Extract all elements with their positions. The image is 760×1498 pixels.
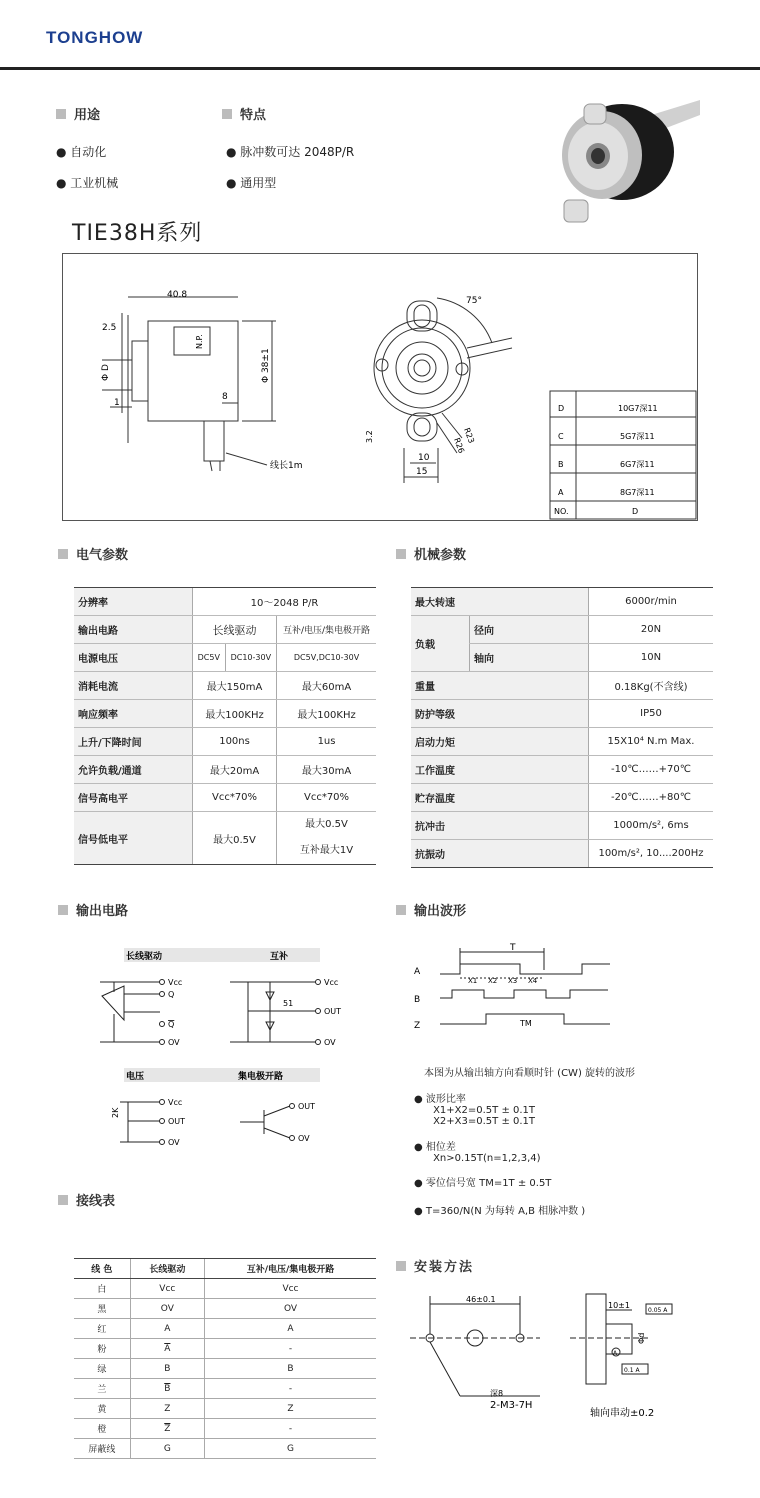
spec-key: A	[558, 488, 564, 497]
np-label: N.P.	[195, 334, 204, 349]
square-icon	[222, 109, 232, 119]
pin-label: OV	[298, 1134, 310, 1143]
table-row: 粉 $\overline{A}$ -	[74, 1339, 376, 1359]
dim-label: 15	[416, 467, 428, 477]
resistor-label: 2K	[111, 1107, 120, 1118]
table-row: 白 Vcc Vcc	[74, 1279, 376, 1299]
spec-key: D	[558, 404, 565, 413]
dim-label: 3.2	[365, 430, 374, 443]
dim-label: 深8	[490, 1389, 504, 1398]
section-mechanical: 机械参数	[396, 544, 466, 563]
wiring-table: 线 色 长线驱动 互补/电压/集电极开路 白 Vcc Vcc 黑 OV OV 红 A A 粉 $\overline{A}$ - 绿 B B 兰 $\overline{B}$ - 黄 Z Z 橙 $\overline{Z}$ - 屏蔽线 G G	[74, 1258, 376, 1459]
series-title: TIE38H系列	[72, 221, 203, 246]
waveform-chart	[410, 940, 620, 1040]
table-row: 红 A A	[74, 1319, 376, 1339]
square-icon	[58, 1195, 68, 1205]
spec-key: C	[558, 432, 564, 441]
wave-note: 本图为从输出轴方向看顺时针 (CW) 旋转的波形	[424, 1068, 636, 1079]
axial-label: 轴向串动±0.2	[590, 1408, 655, 1419]
square-icon	[396, 549, 406, 559]
datum-label: A	[613, 1350, 618, 1357]
section-title: 特点	[240, 108, 267, 123]
dimension-drawing	[62, 253, 698, 521]
dim-label: Φ 38±1	[261, 348, 271, 383]
wave-label: A	[414, 967, 421, 977]
mechanical-table: 最大转速 6000r/min 负载 径向 20N 轴向 10N 重量 0.18Kg(不含线) 防护等级 IP50 启动力矩 15X10⁴ N.m Max. 工作温度 -10℃……+70℃ 贮存温度 -20℃……+80℃ 抗冲击 1000m/s², 6ms 抗振动 100m/s², 10....200Hz	[411, 587, 713, 868]
spec-value: 5G7深11	[620, 432, 655, 441]
screw-label: 2-M3-7H	[490, 1400, 533, 1411]
pin-label: OUT	[324, 1007, 342, 1016]
table-row: 兰 $\overline{B}$ -	[74, 1379, 376, 1399]
dim-label: Φd	[637, 1332, 646, 1344]
square-icon	[56, 109, 66, 119]
pin-label: OV	[168, 1038, 180, 1047]
product-photo	[540, 90, 700, 225]
circuit-title: 互补	[270, 952, 289, 962]
circuit-title: 电压	[126, 1072, 145, 1082]
wave-label: X4	[528, 977, 538, 985]
section-output-wave: 输出波形	[396, 900, 466, 919]
table-row: 橙 $\overline{Z}$ -	[74, 1419, 376, 1439]
wave-label: X1	[468, 977, 478, 985]
header-divider	[0, 67, 760, 70]
section-mounting: 安装方法	[396, 1256, 474, 1275]
spec-key: NO.	[554, 507, 569, 516]
circuit-title: 集电极开路	[238, 1072, 284, 1082]
brand-logo: TONGHOW	[46, 28, 144, 47]
table-row: 黄 Z Z	[74, 1399, 376, 1419]
square-icon	[396, 905, 406, 915]
square-icon	[58, 905, 68, 915]
section-wiring: 接线表	[58, 1190, 115, 1209]
table-row: 黑 OV OV	[74, 1299, 376, 1319]
pin-label: Q	[168, 1020, 175, 1029]
wave-phase: ● 相位差 Xn>0.15T(n=1,2,3,4)	[414, 1142, 541, 1164]
electrical-table: 分辨率 10～2048 P/R 输出电路 长线驱动 互补/电压/集电极开路 电源电压 DC5V DC10-30V DC5V,DC10-30V 消耗电流 最大150mA 最大60mA 响应频率 最大100KHz 最大100KHz 上升/下降时间 100ns 1us 允许负载/通道 最大20mA 最大30mA 信号高电平 Vcc*70% Vcc*70% 信号低电平 最大0.5V 最大0.5V 互补最大1V	[74, 587, 376, 865]
section-output-circuit: 输出电路	[58, 900, 128, 919]
output-circuits	[80, 944, 380, 1164]
dim-label: Φ D	[101, 364, 111, 381]
tolerance-label: 0.05 A	[648, 1307, 668, 1314]
spec-value: 6G7深11	[620, 460, 655, 469]
dim-label: 10±1	[608, 1301, 630, 1310]
section-electrical: 电气参数	[58, 544, 128, 563]
wave-label: TM	[520, 1019, 532, 1028]
wave-label: Z	[414, 1021, 421, 1031]
wave-tdef: ● T=360/N(N 为每转 A,B 相脉冲数 )	[414, 1206, 586, 1217]
circuit-title: 长线驱动	[126, 952, 163, 962]
wave-label: T	[510, 943, 516, 953]
spec-value: 10G7深11	[618, 404, 658, 413]
wave-label: B	[414, 995, 421, 1005]
wave-ratio: ● 波形比率 X1+X2=0.5T ± 0.1T X2+X3=0.5T ± 0.1T	[414, 1094, 536, 1127]
pin-label: OV	[168, 1138, 180, 1147]
pin-label: Q	[168, 990, 175, 999]
section-title: 用途	[74, 108, 101, 123]
square-icon	[58, 549, 68, 559]
feature-item: ● 脉冲数可达 2048P/R	[226, 145, 355, 159]
pin-label: OUT	[298, 1102, 316, 1111]
dim-label: 75°	[466, 296, 482, 306]
square-icon	[396, 1261, 406, 1271]
use-item: ● 自动化	[56, 145, 107, 159]
dim-label: 46±0.1	[466, 1295, 496, 1304]
dim-label: 10	[418, 453, 430, 463]
pin-label: Vcc	[168, 978, 183, 987]
feature-item: ● 通用型	[226, 176, 277, 190]
pin-label: Vcc	[168, 1098, 183, 1107]
wave-label: X3	[508, 977, 518, 985]
table-row: 绿 B B	[74, 1359, 376, 1379]
pin-label: OV	[324, 1038, 336, 1047]
dim-label: 40.8	[167, 290, 188, 300]
wave-label: X2	[488, 977, 498, 985]
spec-key: B	[558, 460, 564, 469]
spec-value: 8G7深11	[620, 488, 655, 497]
wave-zero: ● 零位信号宽 TM=1T ± 0.5T	[414, 1178, 552, 1189]
dim-label: 1	[114, 398, 120, 408]
use-item: ● 工业机械	[56, 176, 119, 190]
dim-label: 8	[222, 392, 228, 402]
resistor-label: 51	[283, 999, 294, 1008]
pin-label: Vcc	[324, 978, 339, 987]
spec-value: D	[632, 507, 639, 516]
cable-label: 线长1m	[270, 461, 303, 471]
pin-label: OUT	[168, 1117, 186, 1126]
table-row: 屏蔽线 G G	[74, 1439, 376, 1459]
dim-label: R23	[462, 426, 476, 445]
section-feature	[222, 104, 266, 123]
tolerance-label: 0.1 A	[624, 1367, 640, 1374]
dim-label: 2.5	[102, 323, 117, 333]
section-use	[56, 104, 100, 123]
mounting-drawing	[410, 1284, 710, 1434]
dim-label: R26	[452, 436, 466, 455]
